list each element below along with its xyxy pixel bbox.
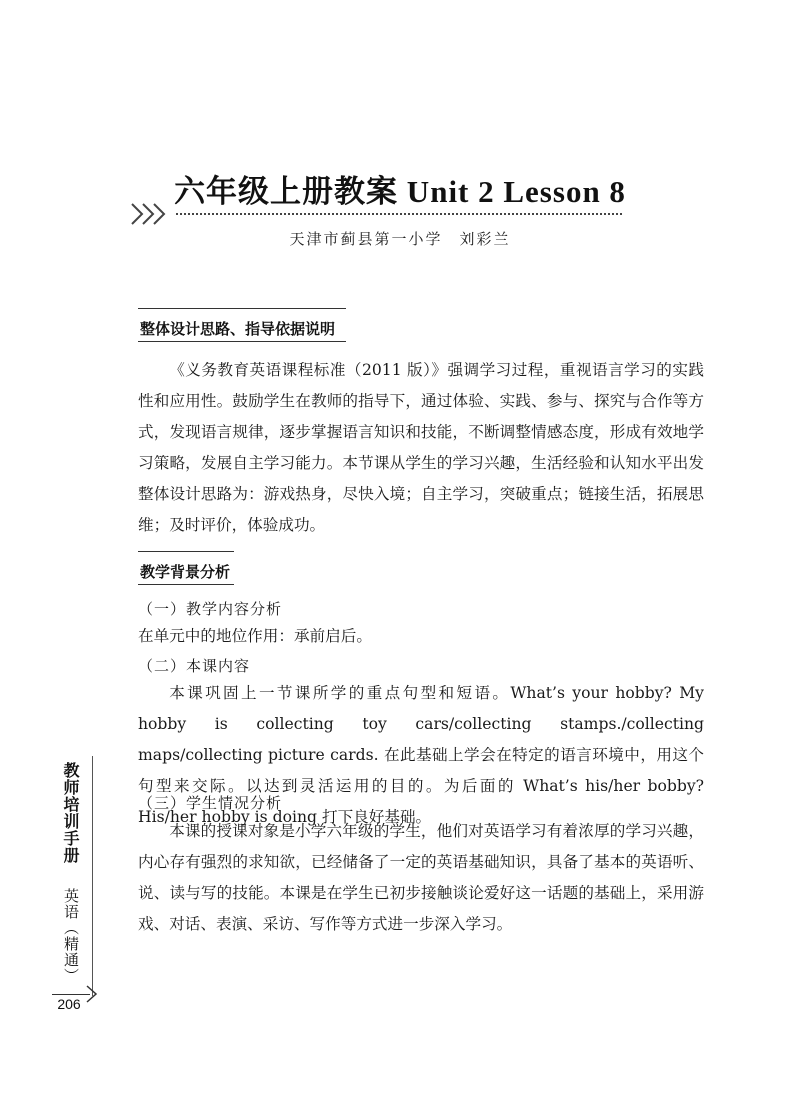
section1-paragraph: 《义务教育英语课程标准（2011 版）》强调学习过程，重视语言学习的实践性和应用性。鼓励学生在教师的指导下，通过体验、实践、参与、探究与合作等方式，发现语言规律，逐步掌握语言知识和技能，不断调整情感态度，形成有效地学习策略，发展自主学习能力。本节课从学生的学习兴趣，生活经验和认知水平出发整体设计思路为：游戏热身，尽快入境；自主学习，突破重点；链接生活，拓展思维；及时评价，体验成功。 — [138, 361, 704, 534]
subsection2-heading: （二）本课内容 — [138, 657, 251, 675]
section2-bottom-rule — [138, 584, 234, 585]
subsection3-heading: （三）学生情况分析 — [138, 794, 283, 812]
section1-top-rule — [138, 308, 346, 309]
sidebar-book-title: 教师培训手册 — [61, 762, 80, 864]
section2-heading: 教学背景分析 — [140, 563, 231, 581]
subsection3-text: 本课的授课对象是小学六年级的学生，他们对英语学习有着浓厚的学习兴趣，内心存有强烈的求知欲，已经储备了一定的英语基础知识，具备了基本的英语听、说、读与写的技能。本课是在学生已初步接触谈论爱好这一话题的基础上，采用游戏、对话、表演、采访、写作等方式进一步深入学习。 — [138, 822, 704, 933]
page-title: 六年级上册教案 Unit 2 Lesson 8 — [174, 174, 626, 209]
chevron-right-icon — [84, 984, 100, 1004]
title-dotted-rule — [176, 213, 622, 215]
subsection1-heading: （一）教学内容分析 — [138, 600, 283, 618]
author-line: 天津市蓟县第一小学 刘彩兰 — [289, 230, 511, 248]
sidebar-subject: 英语（精通） — [62, 888, 80, 984]
section1-heading: 整体设计思路、指导依据说明 — [140, 320, 336, 338]
page-number: 206 — [57, 996, 81, 1012]
subsection1-text: 在单元中的地位作用：承前启后。 — [138, 627, 372, 645]
chevron-decoration-icon — [130, 200, 176, 228]
section1-bottom-rule — [138, 341, 346, 342]
section2-top-rule — [138, 551, 234, 552]
subsection2-text: 本课巩固上一节课所学的重点句型和短语。What’s your hobby? My hobby is collecting toy cars/collecting stamps./collecting maps/collecting picture cards. 在此基础上学会在特定的语言环境中，用这个句型来交际。以达到灵活运用的目的。为后面的 What’s his/her bobby? His/her hobby is doing 打下良好基础。 — [138, 684, 704, 826]
sidebar-vertical-rule — [92, 756, 93, 996]
